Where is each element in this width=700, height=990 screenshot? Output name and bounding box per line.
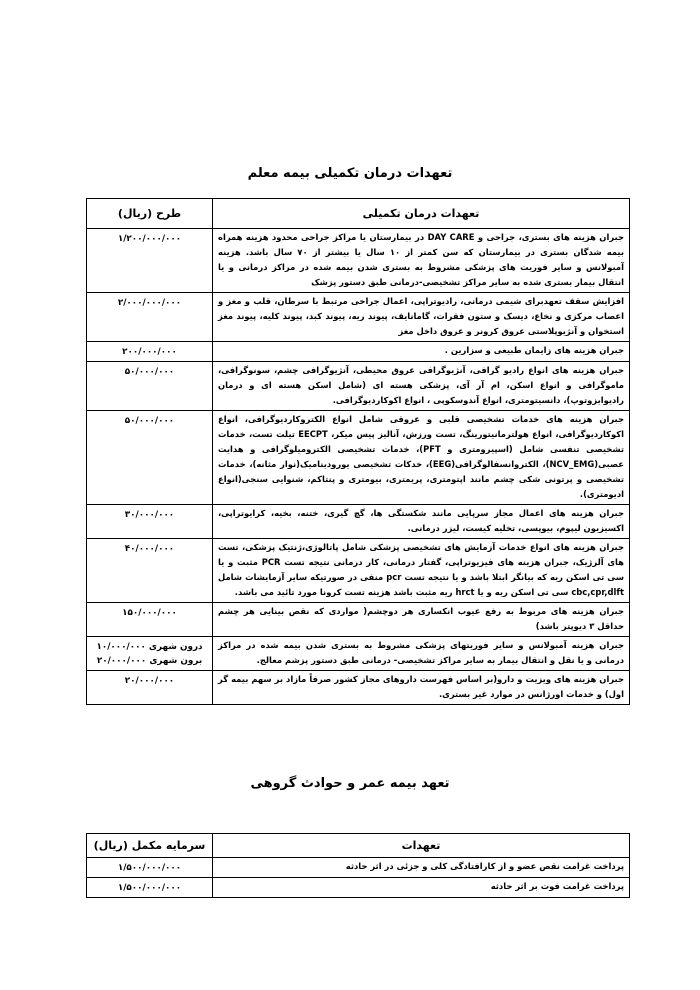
coverage-description: پرداخت غرامت فوت بر اثر حادثه (213, 878, 630, 898)
coverage-description: جبران هزینه های انواع خدمات آزمایش های تشخیصی پزشکی شامل پاتالوژی،ژنتیک پزشکی، تست های آلرژیک، جبران هزینه های فیزیوتراپی، گفتار درمانی، کار درمانی نتیجه تست PCR مثبت و یا سی تی اسکن ریه که بیانگر ابتلا باشد و یا نتیجه تست pcr منفی در صورتیکه سایر آزمایشات شامل cbc,cpr,dlft سی تی اسکن ریه و یا hrct ریه مثبت باشد هزینه تست کرونا مورد تائید می باشد. (213, 539, 630, 603)
section1-title: تعهدات درمان تکمیلی بیمه معلم (247, 166, 453, 181)
header-coverage: تعهدات درمان تکمیلی (213, 199, 630, 229)
table-row (87, 671, 630, 705)
coverage-description: جبران هزینه های انواع رادیو گرافی، آنژیوگرافی عروق محیطی، آنژیوگرافی چشم، سونوگرافی، ماموگرافی و انواع اسکن، ام آر آی، پزشکی هسته ای (شامل اسکن هسته ای و درمان رادیوایزوتوپ)، دانسیتومتری، انواع آندوسکوپی ، انواع اکوکاردیوگرافی. (213, 362, 630, 411)
coverage-amount (87, 671, 213, 705)
amount-line: ۲۰/۰۰۰/۰۰۰ (124, 676, 175, 686)
amount-line: ۱/۲۰۰/۰۰۰/۰۰۰ (117, 234, 182, 244)
life-accident-table (86, 833, 630, 898)
table-header-row (87, 199, 630, 229)
amount-line: درون شهری ۱۰/۰۰۰/۰۰۰ (96, 642, 203, 652)
table-row (87, 637, 630, 671)
table-row (87, 603, 630, 637)
coverage-amount (87, 229, 213, 293)
section2-title: تعهد بیمه عمر و حوادث گروهی (250, 776, 450, 791)
table-row (87, 411, 630, 505)
coverage-amount (87, 878, 213, 898)
coverage-amount (87, 411, 213, 505)
amount-line: برون شهری ۲۰/۰۰۰/۰۰۰ (96, 656, 203, 666)
amount-line: ۱/۵۰۰/۰۰۰/۰۰۰ (117, 883, 182, 893)
header-obligations: تعهدات (213, 834, 630, 858)
coverage-description: جبران هزینه های ویزیت و دارو(بر اساس فهرست داروهای مجاز کشور صرفاً مازاد بر سهم بیمه گر اول) و خدمات اورژانس در موارد غیر بستری. (213, 671, 630, 705)
amount-line: ۱۵۰/۰۰۰/۰۰۰ (122, 608, 177, 618)
table-row (87, 293, 630, 342)
table-row (87, 362, 630, 411)
coverage-description: جبران هزینه های بستری، جراحی و DAY CARE در بیمارستان یا مراکز جراحی محدود هزینه همراه بیمه شدگان بستری در بیمارستان که سن کمتر از ۱۰ سال یا بیشتر از ۷۰ سال باشد. هزینه آمبولانس و سایر فوریت های پزشکی مشروط به بستری شدن بیمه شده در مراکز درمانی و یا انتقال بیمار بستری شده به سایر مراکز تشخیصی-درمانی طبق دستور پزشک (213, 229, 630, 293)
coverage-description: جبران هزینه های زایمان طبیعی و سزارین . (213, 342, 630, 362)
amount-line: ۵۰/۰۰۰/۰۰۰ (124, 416, 175, 426)
amount-line: ۳۰/۰۰۰/۰۰۰ (124, 510, 175, 520)
coverage-description: افزایش سقف تعهدبرای شیمی درمانی، رادیوتراپی، اعمال جراحی مرتبط با سرطان، قلب و مغز و اعصاب مرکزی و نخاع، دیسک و ستون فقرات، گامانایف، پیوند ریه، پیوند کبد، پیوند کلیه، پیوند مغز استخوان و آنژیوپلاستی عروق کرونر و عروق داخل مغز (213, 293, 630, 342)
header-capital: سرمایه مکمل (ریال) (87, 834, 213, 858)
coverage-description: جبران هزینه های اعمال مجاز سرپایی مانند شکستگی ها، گچ گیری، ختنه، بخیه، کرایوتراپی، اکسیزیون لیپوم، بیوپسی، تخلیه کیست، لیزر درمانی. (213, 505, 630, 539)
header-amount: طرح (ریال) (87, 199, 213, 229)
coverage-description: پرداخت غرامت نقص عضو و از کارافتادگی کلی و جزئی در اثر حادثه (213, 858, 630, 878)
coverage-description: جبران هزینه آمبولانس و سایر فوریتهای پزشکی مشروط به بستری شدن بیمه شده در مراکز درمانی و یا نقل و انتقال بیمار به سایر مراکز تشخیصی- درمانی طبق دستور پزشم معالج. (213, 637, 630, 671)
supplementary-treatment-table (86, 198, 630, 705)
table-header-row (87, 834, 630, 858)
coverage-amount (87, 539, 213, 603)
coverage-amount (87, 858, 213, 878)
table-row (87, 229, 630, 293)
coverage-amount (87, 505, 213, 539)
coverage-amount (87, 362, 213, 411)
coverage-amount (87, 293, 213, 342)
amount-line: ۲۰۰/۰۰۰/۰۰۰ (122, 347, 177, 357)
amount-line: ۱/۵۰۰/۰۰۰/۰۰۰ (117, 863, 182, 873)
amount-line: ۲/۰۰۰/۰۰۰/۰۰۰ (117, 298, 182, 308)
table-row (87, 505, 630, 539)
table-row (87, 878, 630, 898)
table-row (87, 539, 630, 603)
coverage-amount (87, 342, 213, 362)
coverage-description: جبران هزینه های خدمات تشخیصی قلبی و عروقی شامل انواع الکتروکاردیوگرافی، انواع اکوکاردیوگرافی، انواع هولترمانیتورینگ، تست ورزش، آنالیز پیس میکر، EECPT تیلت تست، خدمات تشخیصی تنفسی شامل (اسپیرومتری و PFT)، خدمات تشخیصی الکترومیلوگرافی و هدایت عصبی(NCV_EMG)، الکتروانسفالوگرافی(EEG)، خدکات تشخیصی یورودینامیک(نوار مثانه)، خدمات تشخیصی و پرتونی شکی چشم مانند اپتومتری، پریمتری، بیومتری و پنتاکم، شنوایی سنجی(انواع ادیومتری). (213, 411, 630, 505)
amount-line: ۴۰/۰۰۰/۰۰۰ (124, 544, 175, 554)
coverage-description: جبران هزینه های مربوط به رفع عیوب انکساری هر دوچشم( مواردی که نقص بینایی هر چشم حداقل ۳ دیوپتر باشد) (213, 603, 630, 637)
amount-line: ۵۰/۰۰۰/۰۰۰ (124, 367, 175, 377)
coverage-amount (87, 603, 213, 637)
coverage-amount (87, 637, 213, 671)
table-row (87, 858, 630, 878)
table-row (87, 342, 630, 362)
